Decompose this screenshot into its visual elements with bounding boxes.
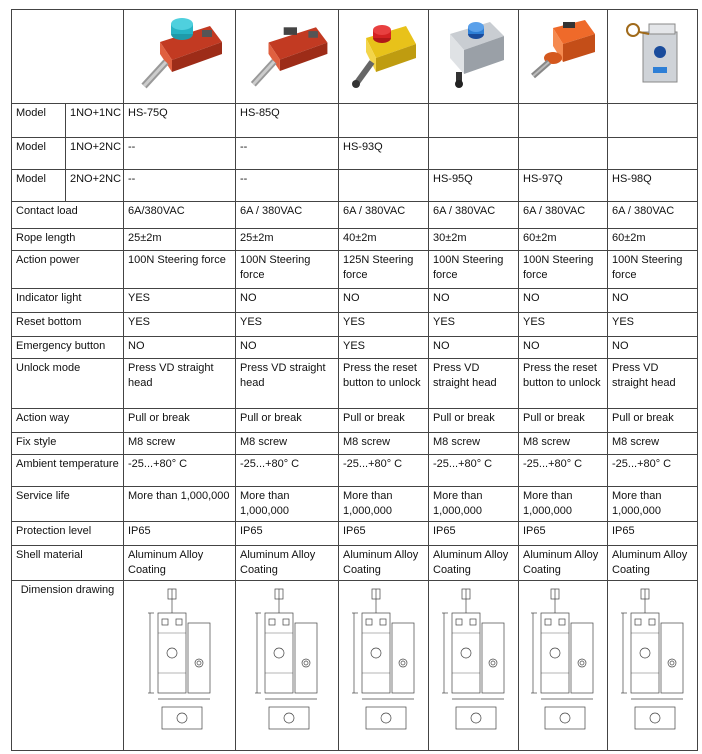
spec-value: 100N Steering force [429, 251, 519, 289]
spec-value: -25...+80° C [519, 455, 608, 487]
spec-label: Fix style [12, 433, 124, 455]
model-cell [519, 138, 608, 170]
spec-value: -25...+80° C [608, 455, 698, 487]
spec-value: 6A / 380VAC [519, 202, 608, 229]
spec-row [12, 313, 698, 337]
spec-value: NO [429, 337, 519, 359]
spec-row [12, 359, 698, 409]
spec-value: NO [608, 289, 698, 313]
product-photo-hs75q-cell [124, 10, 236, 104]
dimension-drawing-cell [608, 581, 698, 751]
spec-value: Aluminum Alloy Coating [124, 546, 236, 581]
spec-value: Pull or break [339, 409, 429, 433]
spec-row [12, 229, 698, 251]
hs93q-photo-icon [344, 12, 424, 92]
spec-value: Press VD straight head [608, 359, 698, 409]
spec-label: Indicator light [12, 289, 124, 313]
spec-value: Press VD straight head [124, 359, 236, 409]
product-photo-hs98q-cell [608, 10, 698, 104]
product-photo-hs85q-cell [236, 10, 339, 104]
spec-value: 25±2m [236, 229, 339, 251]
model-cell [429, 104, 519, 138]
spec-value: More than 1,000,000 [339, 487, 429, 522]
spec-value: NO [339, 289, 429, 313]
dimension-drawing-cell [124, 581, 236, 751]
spec-value: -25...+80° C [339, 455, 429, 487]
spec-value: YES [339, 313, 429, 337]
model-cell: -- [124, 170, 236, 202]
spec-value: NO [236, 289, 339, 313]
spec-value: -25...+80° C [429, 455, 519, 487]
spec-value: Aluminum Alloy Coating [236, 546, 339, 581]
spec-row [12, 546, 698, 581]
hs75q-photo-icon [130, 12, 230, 92]
dimension-drawing-row [12, 581, 698, 751]
spec-value: 60±2m [519, 229, 608, 251]
model-contact-config: 1NO+2NC [66, 138, 124, 170]
product-photo-hs93q-cell [339, 10, 429, 104]
spec-value: Press VD straight head [429, 359, 519, 409]
technical-drawing-icon [523, 583, 603, 738]
photo-row-corner [12, 10, 124, 104]
model-cell: HS-95Q [429, 170, 519, 202]
spec-row [12, 202, 698, 229]
model-cell [608, 104, 698, 138]
model-contact-config: 1NO+1NC [66, 104, 124, 138]
dimension-drawing-cell [339, 581, 429, 751]
spec-row [12, 455, 698, 487]
spec-value: 6A/380VAC [124, 202, 236, 229]
spec-row [12, 487, 698, 522]
model-row [12, 170, 698, 202]
spec-label: Unlock mode [12, 359, 124, 409]
spec-value: IP65 [339, 522, 429, 546]
spec-value: 100N Steering force [608, 251, 698, 289]
spec-value: 100N Steering force [124, 251, 236, 289]
model-row [12, 138, 698, 170]
model-cell: HS-93Q [339, 138, 429, 170]
spec-label: Action way [12, 409, 124, 433]
model-cell: -- [236, 138, 339, 170]
spec-value: Aluminum Alloy Coating [519, 546, 608, 581]
model-label: Model [12, 170, 66, 202]
hs95q-photo-icon [434, 12, 514, 92]
model-cell [339, 104, 429, 138]
model-cell: -- [124, 138, 236, 170]
spec-value: IP65 [608, 522, 698, 546]
spec-value: Pull or break [429, 409, 519, 433]
spec-row [12, 289, 698, 313]
spec-value: M8 screw [124, 433, 236, 455]
spec-value: M8 screw [519, 433, 608, 455]
hs85q-photo-icon [240, 12, 335, 92]
model-label: Model [12, 138, 66, 170]
spec-value: More than 1,000,000 [608, 487, 698, 522]
model-cell [339, 170, 429, 202]
spec-value: Pull or break [608, 409, 698, 433]
spec-label: Action power [12, 251, 124, 289]
spec-value: Press the reset button to unlock [339, 359, 429, 409]
spec-value: NO [429, 289, 519, 313]
spec-value: IP65 [124, 522, 236, 546]
spec-value: Pull or break [124, 409, 236, 433]
technical-drawing-icon [130, 583, 230, 738]
spec-value: NO [236, 337, 339, 359]
spec-value: Aluminum Alloy Coating [339, 546, 429, 581]
spec-row [12, 337, 698, 359]
spec-table-wrapper [11, 9, 698, 751]
spec-value: Aluminum Alloy Coating [429, 546, 519, 581]
spec-row [12, 433, 698, 455]
technical-drawing-icon [344, 583, 424, 738]
spec-value: M8 screw [429, 433, 519, 455]
hs97q-photo-icon [523, 12, 603, 92]
spec-row [12, 522, 698, 546]
spec-value: NO [608, 337, 698, 359]
spec-value: NO [124, 337, 236, 359]
spec-value: YES [608, 313, 698, 337]
photo-row [12, 10, 698, 104]
technical-drawing-icon [241, 583, 333, 738]
spec-label: Service life [12, 487, 124, 522]
spec-value: IP65 [236, 522, 339, 546]
spec-value: 25±2m [124, 229, 236, 251]
spec-value: YES [339, 337, 429, 359]
spec-value: YES [124, 289, 236, 313]
product-photo-hs97q-cell [519, 10, 608, 104]
spec-value: Pull or break [519, 409, 608, 433]
spec-value: 6A / 380VAC [608, 202, 698, 229]
model-row [12, 104, 698, 138]
spec-value: 6A / 380VAC [236, 202, 339, 229]
model-cell [429, 138, 519, 170]
model-contact-config: 2NO+2NC [66, 170, 124, 202]
model-cell: HS-98Q [608, 170, 698, 202]
hs98q-photo-icon [613, 12, 693, 92]
spec-value: Aluminum Alloy Coating [608, 546, 698, 581]
spec-value: More than 1,000,000 [124, 487, 236, 522]
spec-table [11, 9, 698, 751]
spec-value: 60±2m [608, 229, 698, 251]
spec-value: Pull or break [236, 409, 339, 433]
dimension-drawing-cell [429, 581, 519, 751]
spec-label: Ambient temperature [12, 455, 124, 487]
model-cell: HS-85Q [236, 104, 339, 138]
spec-label: Protection level [12, 522, 124, 546]
spec-value: 100N Steering force [236, 251, 339, 289]
spec-value: NO [519, 337, 608, 359]
spec-value: M8 screw [236, 433, 339, 455]
dimension-drawing-label: Dimension drawing [12, 581, 124, 751]
spec-value: More than 1,000,000 [429, 487, 519, 522]
spec-value: 6A / 380VAC [339, 202, 429, 229]
spec-value: IP65 [429, 522, 519, 546]
model-cell [519, 104, 608, 138]
spec-value: 30±2m [429, 229, 519, 251]
spec-value: YES [519, 313, 608, 337]
model-cell: HS-75Q [124, 104, 236, 138]
spec-value: NO [519, 289, 608, 313]
spec-value: 125N Steering force [339, 251, 429, 289]
spec-label: Emergency button [12, 337, 124, 359]
model-label: Model [12, 104, 66, 138]
spec-row [12, 251, 698, 289]
spec-value: 40±2m [339, 229, 429, 251]
dimension-drawing-cell [236, 581, 339, 751]
technical-drawing-icon [613, 583, 693, 738]
dimension-drawing-cell [519, 581, 608, 751]
spec-value: More than 1,000,000 [519, 487, 608, 522]
model-cell: -- [236, 170, 339, 202]
spec-value: -25...+80° C [124, 455, 236, 487]
spec-value: 6A / 380VAC [429, 202, 519, 229]
spec-label: Contact load [12, 202, 124, 229]
model-cell [608, 138, 698, 170]
spec-value: Press VD straight head [236, 359, 339, 409]
spec-label: Shell material [12, 546, 124, 581]
spec-value: IP65 [519, 522, 608, 546]
spec-value: 100N Steering force [519, 251, 608, 289]
model-cell: HS-97Q [519, 170, 608, 202]
spec-value: More than 1,000,000 [236, 487, 339, 522]
spec-label: Rope length [12, 229, 124, 251]
product-photo-hs95q-cell [429, 10, 519, 104]
spec-value: YES [236, 313, 339, 337]
spec-value: M8 screw [339, 433, 429, 455]
spec-value: YES [429, 313, 519, 337]
spec-row [12, 409, 698, 433]
spec-value: YES [124, 313, 236, 337]
spec-value: -25...+80° C [236, 455, 339, 487]
spec-label: Reset bottom [12, 313, 124, 337]
technical-drawing-icon [434, 583, 514, 738]
spec-value: Press the reset button to unlock [519, 359, 608, 409]
spec-value: M8 screw [608, 433, 698, 455]
